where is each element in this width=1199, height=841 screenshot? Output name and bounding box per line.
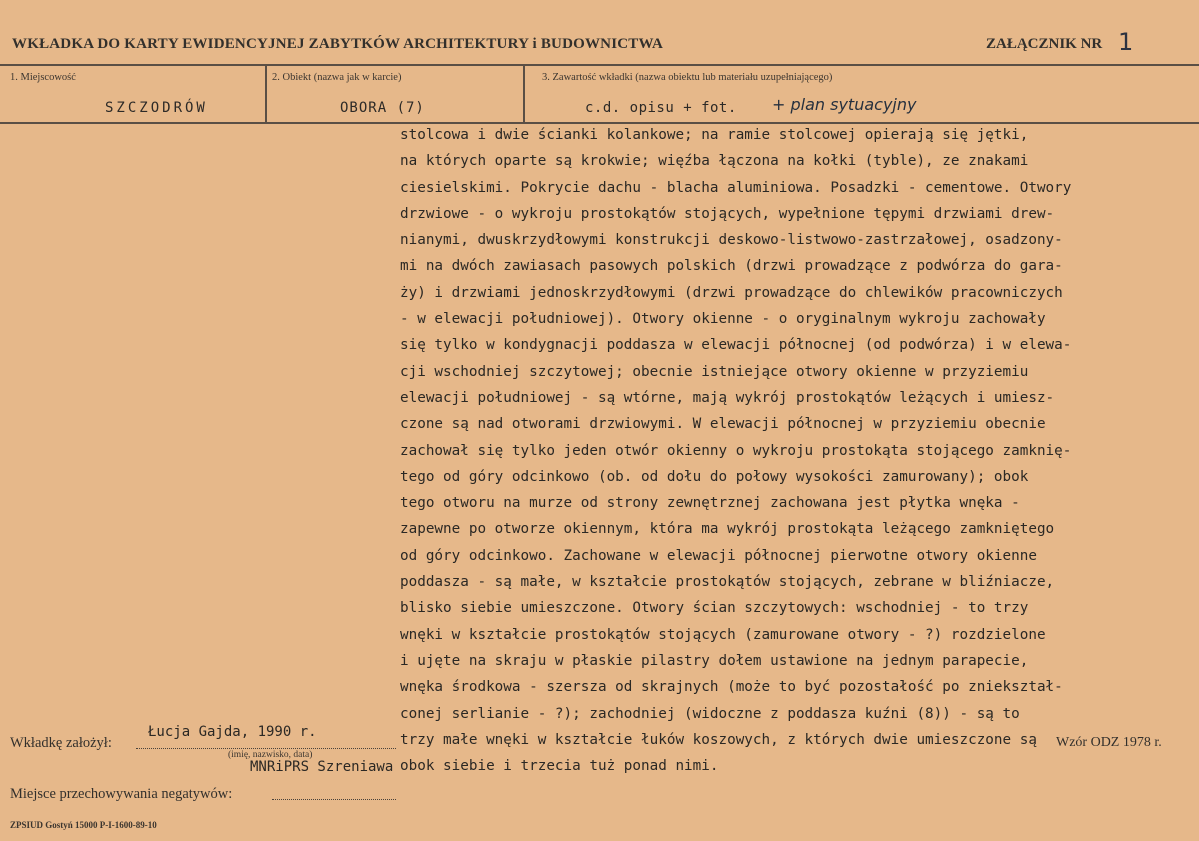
contents-value: c.d. opisu + fot. xyxy=(585,100,737,116)
text-line: na których oparte są krokwie; więźba łączona na kołki (tyble), ze znakami xyxy=(400,153,1029,170)
text-line: drzwiowe - o wykroju prostokątów stojących, wypełnione tępymi drzwiami drew- xyxy=(400,205,1055,222)
text-line: ciesielskimi. Pokrycie dachu - blacha aluminiowa. Posadzki - cementowe. Otwory xyxy=(400,179,1072,196)
form-model: Wzór ODZ 1978 r. xyxy=(1056,735,1162,750)
text-line: od góry odcinkowo. Zachowane w elewacji północnej pierwotne otwory okienne xyxy=(400,547,1037,564)
added-by-value: Łucja Gajda, 1990 r. xyxy=(148,724,317,740)
field-divider-2 xyxy=(523,64,525,122)
print-info: ZPSIUD Gostyń 15000 P-I-1600-89-10 xyxy=(10,820,157,830)
locality-value: SZCZODRÓW xyxy=(105,100,208,116)
locality-label: 1. Miejscowość xyxy=(10,72,76,83)
text-line: conej serlianie - ?); zachodniej (widoczne z poddasza kuźni (8)) - są to xyxy=(400,705,1020,722)
text-line: zapewne po otworze okiennym, która ma wykrój prostokąta leżącego zamkniętego xyxy=(400,521,1055,538)
annex-number: 1 xyxy=(1118,28,1134,56)
text-line: tego od góry odcinkowo (ob. od dołu do połowy wysokości zamurowany); obok xyxy=(400,468,1029,485)
text-line: poddasza - są małe, w kształcie prostokątów stojących, zebrane w bliźniacze, xyxy=(400,574,1055,591)
text-line: zachował się tylko jeden otwór okienny o wykroju prostokąta stojącego zamknię- xyxy=(400,442,1072,459)
text-line: - w elewacji południowej). Otwory okienne - o oryginalnym wykroju zachowały xyxy=(400,311,1046,328)
header-top-rule xyxy=(0,64,1199,66)
description-text xyxy=(400,122,1199,779)
text-line: nianymi, dwuskrzydłowymi konstrukcji deskowo-listwowo-zastrzałowej, osadzony- xyxy=(400,232,1063,249)
card-title: WKŁADKA DO KARTY EWIDENCYJNEJ ZABYTKÓW ARCHITEKTURY i BUDOWNICTWA xyxy=(12,36,664,52)
added-by-caption: (imię, nazwisko, data) xyxy=(228,750,313,760)
text-line: wnęka środkowa - szersza od skrajnych (może to być pozostałość po zniekształ- xyxy=(400,679,1063,696)
text-line: mi na dwóch zawiasach pasowych polskich (drzwi prowadzące z podwórza do gara- xyxy=(400,258,1063,275)
annex-label: ZAŁĄCZNIK NR xyxy=(986,36,1103,52)
text-line: wnęki w kształcie prostokątów stojących (zamurowane otwory - ?) rozdzielone xyxy=(400,626,1046,643)
institution-stamp: MNRiPRS Szreniawa xyxy=(250,759,394,775)
added-by-dotline xyxy=(136,748,396,749)
contents-handwritten: + plan sytuacyjny xyxy=(772,95,917,114)
field-divider-1 xyxy=(265,64,267,122)
object-value: OBORA (7) xyxy=(340,100,425,116)
negatives-dotline xyxy=(272,799,396,800)
text-line: czone są nad otworami drzwiowymi. W elewacji północnej w przyziemiu obecnie xyxy=(400,416,1046,433)
object-label: 2. Obiekt (nazwa jak w karcie) xyxy=(272,72,402,83)
negatives-label: Miejsce przechowywania negatywów: xyxy=(10,786,233,802)
text-line: trzy małe wnęki w kształcie łuków koszowych, z których dwie umieszczone są xyxy=(400,731,1037,748)
text-line: ży) i drzwiami jednoskrzydłowymi (drzwi prowadzące do chlewików pracowniczych xyxy=(400,284,1063,301)
text-line: blisko siebie umieszczone. Otwory ścian szczytowych: wschodniej - to trzy xyxy=(400,600,1029,617)
contents-label: 3. Zawartość wkładki (nazwa obiektu lub materiału uzupełniającego) xyxy=(542,72,833,83)
text-line: elewacji południowej - są wtórne, mają wykrój prostokątów leżących i umiesz- xyxy=(400,389,1055,406)
text-line: obok siebie i trzecia tuż ponad nimi. xyxy=(400,758,719,775)
text-line: tego otworu na murze od strony zewnętrznej zachowana jest płytka wnęka - xyxy=(400,495,1020,512)
text-line: i ujęte na skraju w płaskie pilastry dołem ustawione na jednym parapecie, xyxy=(400,652,1029,669)
text-line: stolcowa i dwie ścianki kolankowe; na ramie stolcowej opierają się jętki, xyxy=(400,127,1029,143)
text-line: cji wschodniej szczytowej; obecnie istniejące otwory okienne w przyziemiu xyxy=(400,363,1029,380)
text-line: się tylko w kondygnacji poddasza w elewacji północnej (od podwórza) i w elewa- xyxy=(400,337,1072,354)
added-by-label: Wkładkę założył: xyxy=(10,735,112,751)
